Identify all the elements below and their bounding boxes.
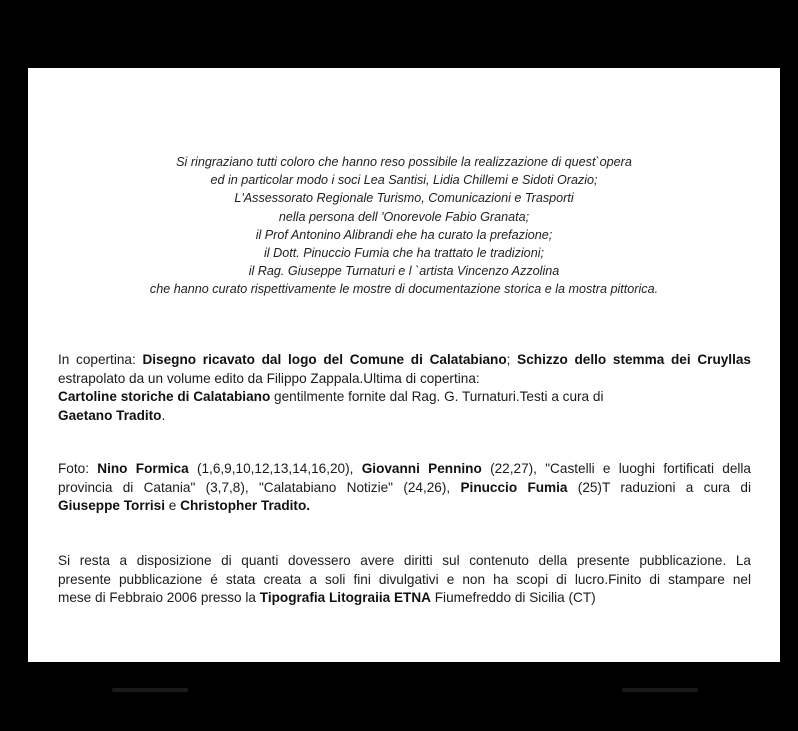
photo-credits-line xyxy=(58,479,751,498)
ack-line: Si ringraziano tutti coloro che hanno reso possibile la realizzazione di quest`opera xyxy=(176,155,632,169)
cover-separator: ; xyxy=(506,352,518,367)
ack-line: il Prof Antonino Alibrandi ehe ha curato la prefazione; xyxy=(255,227,553,242)
disclaimer-line: Si resta a disposizione di quanti dovessero avere diritti sul contenuto della presente pubblicazione. La xyxy=(58,553,751,568)
acknowledgements-block xyxy=(28,153,780,299)
printer-name: Tipografia Litograiia ETNA xyxy=(259,590,431,606)
ack-line: il Rag. Giuseppe Turnaturi e l `artista Vincenzo Azzolina xyxy=(248,264,560,279)
photo-refs: (1,6,9,10,12,13,14,16,20), xyxy=(188,461,362,476)
ack-line: nella persona dell 'Onorevole Fabio Granata; xyxy=(278,209,530,224)
cover-front-drawing: Disegno ricavato dal logo del Comune di Calatabiano xyxy=(142,352,507,367)
texts-author: Gaetano Tradito xyxy=(58,407,162,423)
ack-line: il Dott. Pinuccio Fumia che ha trattato le tradizioni; xyxy=(264,246,544,261)
conjunction: e xyxy=(165,498,181,514)
end-mark: . xyxy=(161,407,166,423)
cover-credits-line xyxy=(58,407,751,426)
translator-name: Giuseppe Torrisi xyxy=(58,498,166,514)
disclaimer-text: Fiumefreddo di Sicilia (CT) xyxy=(430,590,596,606)
disclaimer-text: mese di Febbraio 2006 presso la xyxy=(58,590,260,606)
photographer-name: Giovanni Pennino xyxy=(361,461,482,476)
photo-refs: (25)T raduzioni a cura di xyxy=(567,479,751,495)
photo-label: Foto: xyxy=(58,461,98,476)
back-cover-title: Cartoline storiche di Calatabiano xyxy=(58,389,271,405)
photo-refs: (22,27), "Castelli e luoghi fortificati della xyxy=(481,461,751,476)
ack-line: L'Assessorato Regionale Turismo, Comunicazioni e Trasporti xyxy=(234,191,574,206)
photographer-name: Pinuccio Fumia xyxy=(460,479,568,495)
photo-credits-paragraph xyxy=(58,460,751,516)
disclaimer-line xyxy=(58,589,751,608)
document-page xyxy=(28,68,780,662)
photo-credits-line xyxy=(58,497,751,516)
photo-refs: provincia di Catania" (3,7,8), "Calatabiano Notizie" (24,26), xyxy=(58,479,461,495)
ack-line: che hanno curato rispettivamente le mostre di documentazione storica e la mostra pittorica. xyxy=(149,282,659,297)
translator-name: Christopher Tradito. xyxy=(180,498,311,514)
disclaimer-paragraph xyxy=(58,552,751,608)
cover-credits-line xyxy=(58,388,751,407)
photographer-name: Nino Formica xyxy=(97,461,189,476)
cover-front-sketch: Schizzo dello stemma dei Cruyllas xyxy=(517,352,751,367)
back-cover-text: gentilmente fornite dal Rag. G. Turnaturi.Testi a cura di xyxy=(270,389,604,405)
cover-credits-paragraph xyxy=(58,351,751,425)
photo-credits-line xyxy=(58,460,751,479)
cover-credits-line xyxy=(58,351,751,370)
cover-label: In copertina: xyxy=(58,352,143,367)
disclaimer-line: presente pubblicazione é stata creata a soli fini divulgativi e non ha scopi di lucro.Finito di stampare nel xyxy=(58,571,751,587)
cover-credits-line: estrapolato da un volume edito da Filippo Zappala.Ultima di copertina: xyxy=(58,370,480,386)
scan-artifact xyxy=(112,688,188,692)
scan-artifact xyxy=(622,688,698,692)
ack-line: ed in particolar modo i soci Lea Santisi, Lidia Chillemi e Sidoti Orazio; xyxy=(210,173,598,188)
